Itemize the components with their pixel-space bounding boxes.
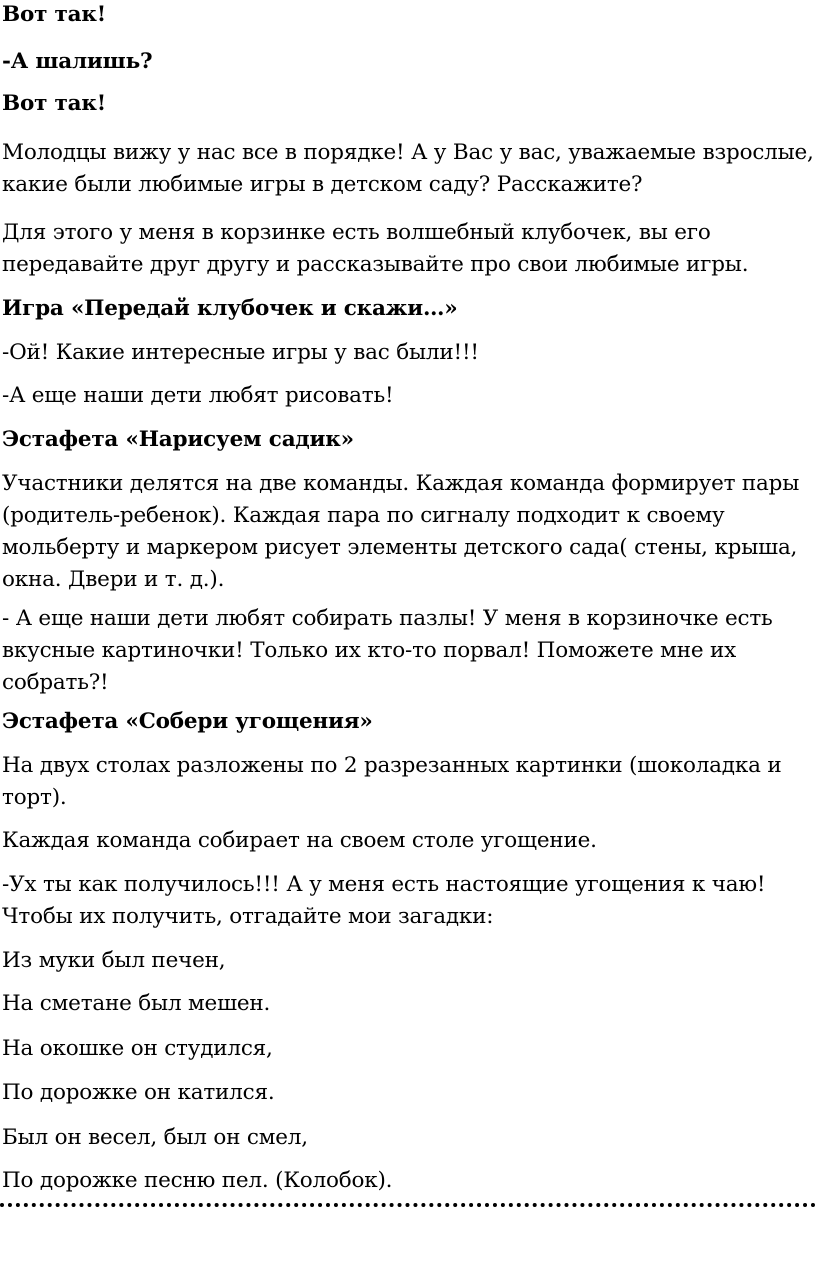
dotted-divider bbox=[0, 1203, 816, 1207]
paragraph-5: Для этого у меня в корзинке есть волшебный клубочек, вы его передавайте друг другу и рассказывайте про свои любимые игры. bbox=[2, 220, 749, 277]
paragraph-7: -Ой! Какие интересные игры у вас были!!! bbox=[2, 340, 479, 365]
paragraph-3: Вот так! bbox=[2, 91, 106, 116]
paragraph-10: Участники делятся на две команды. Каждая команда формирует пары (родитель-ребенок). Каждая пара по сигналу подходит к своему мольберту и маркером рисует элементы детского сада( стены, крыша, окна. Двери и т. д.). bbox=[2, 471, 800, 592]
riddle-line-4: По дорожке он катился. bbox=[2, 1080, 275, 1105]
riddle-line-1: Из муки был печен, bbox=[2, 948, 226, 973]
riddle-line-6: По дорожке песню пел. (Колобок). bbox=[2, 1168, 393, 1193]
heading-relay-treats: Эстафета «Собери угощения» bbox=[2, 709, 373, 734]
paragraph-4: Молодцы вижу у нас все в порядке! А у Вас у вас, уважаемые взрослые, какие были любимые игры в детском саду? Расскажите? bbox=[2, 140, 814, 197]
paragraph-11: - А еще наши дети любят собирать пазлы! У меня в корзиночке есть вкусные картиночки! Только их кто-то порвал! Поможете мне их собрать?! bbox=[2, 606, 773, 695]
riddle-line-3: На окошке он студился, bbox=[2, 1036, 273, 1061]
paragraph-8: -А еще наши дети любят рисовать! bbox=[2, 383, 394, 408]
paragraph-15: -Ух ты как получилось!!! А у меня есть настоящие угощения к чаю! Чтобы их получить, отгадайте мои загадки: bbox=[2, 872, 766, 929]
riddle-line-5: Был он весел, был он смел, bbox=[2, 1125, 308, 1150]
heading-relay-draw: Эстафета «Нарисуем садик» bbox=[2, 427, 354, 452]
paragraph-2: -А шалишь? bbox=[2, 49, 153, 74]
paragraph-13: На двух столах разложены по 2 разрезанных картинки (шоколадка и торт). bbox=[2, 753, 782, 810]
riddle-line-2: На сметане был мешен. bbox=[2, 991, 271, 1016]
paragraph-1: Вот так! bbox=[2, 2, 106, 27]
paragraph-14: Каждая команда собирает на своем столе угощение. bbox=[2, 828, 597, 853]
heading-game-ball: Игра «Передай клубочек и скажи…» bbox=[2, 296, 458, 321]
